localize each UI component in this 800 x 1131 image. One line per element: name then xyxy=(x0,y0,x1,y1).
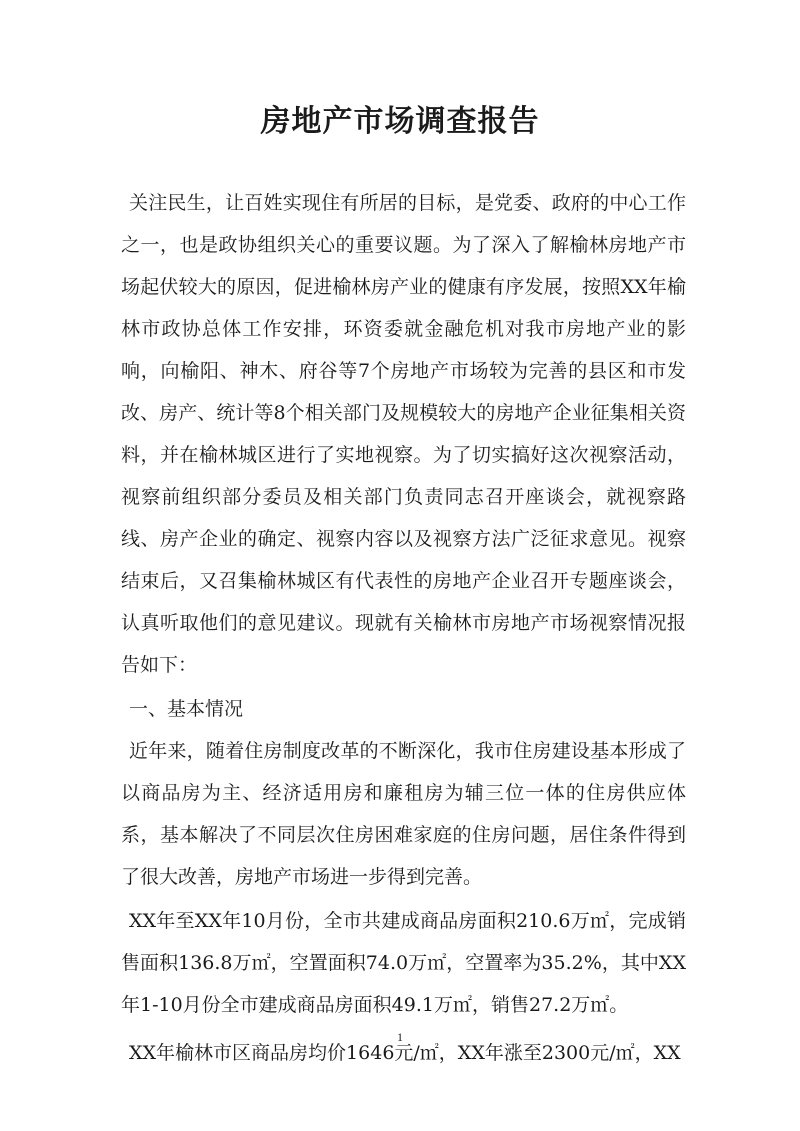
paragraph-average-price: XX年榆林市区商品房均价1646元/㎡，XX年涨至2300元/㎡，XX xyxy=(129,1042,681,1064)
document-body xyxy=(121,182,686,1076)
document-title: 房地产市场调查报告 xyxy=(260,104,540,139)
paragraph-commercial-housing-area: XX年至XX年10月份，全市共建成商品房面积210.6万㎡，完成销售面积136.8万㎡，空置面积74.0万㎡，空置率为35.2%，其中XX年1-10月份全市建成商品房面积49.1万㎡，销售27.2万㎡。 xyxy=(121,910,686,1016)
paragraph-housing-reform: 近年来，随着住房制度改革的不断深化，我市住房建设基本形成了以商品房为主、经济适用房和廉租房为辅三位一体的住房供应体系，基本解决了不同层次住房困难家庭的住房问题，居住条件得到了很大改善，房地产市场进一步得到完善。 xyxy=(121,740,686,888)
paragraph-intro: 关注民生，让百姓实现住有所居的目标，是党委、政府的中心工作之一，也是政协组织关心的重要议题。为了深入了解榆林房地产市场起伏较大的原因，促进榆林房产业的健康有序发展，按照XX年榆林市政协总体工作安排，环资委就金融危机对我市房地产业的影响，向榆阳、神木、府谷等7个房地产市场较为完善的县区和市发改、房产、统计等8个相关部门及规模较大的房地产企业征集相关资料，并在榆林城区进行了实地视察。为了切实搞好这次视察活动，视察前组织部分委员及相关部门负责同志召开座谈会，就视察路线、房产企业的确定、视察内容以及视察方法广泛征求意见。视察结束后，又召集榆林城区有代表性的房地产企业召开专题座谈会，认真听取他们的意见建议。现就有关榆林市房地产市场视察情况报告如下： xyxy=(121,192,686,676)
section-heading-basic-situation: 一、基本情况 xyxy=(129,698,244,720)
page-number: 1 xyxy=(397,1030,403,1044)
